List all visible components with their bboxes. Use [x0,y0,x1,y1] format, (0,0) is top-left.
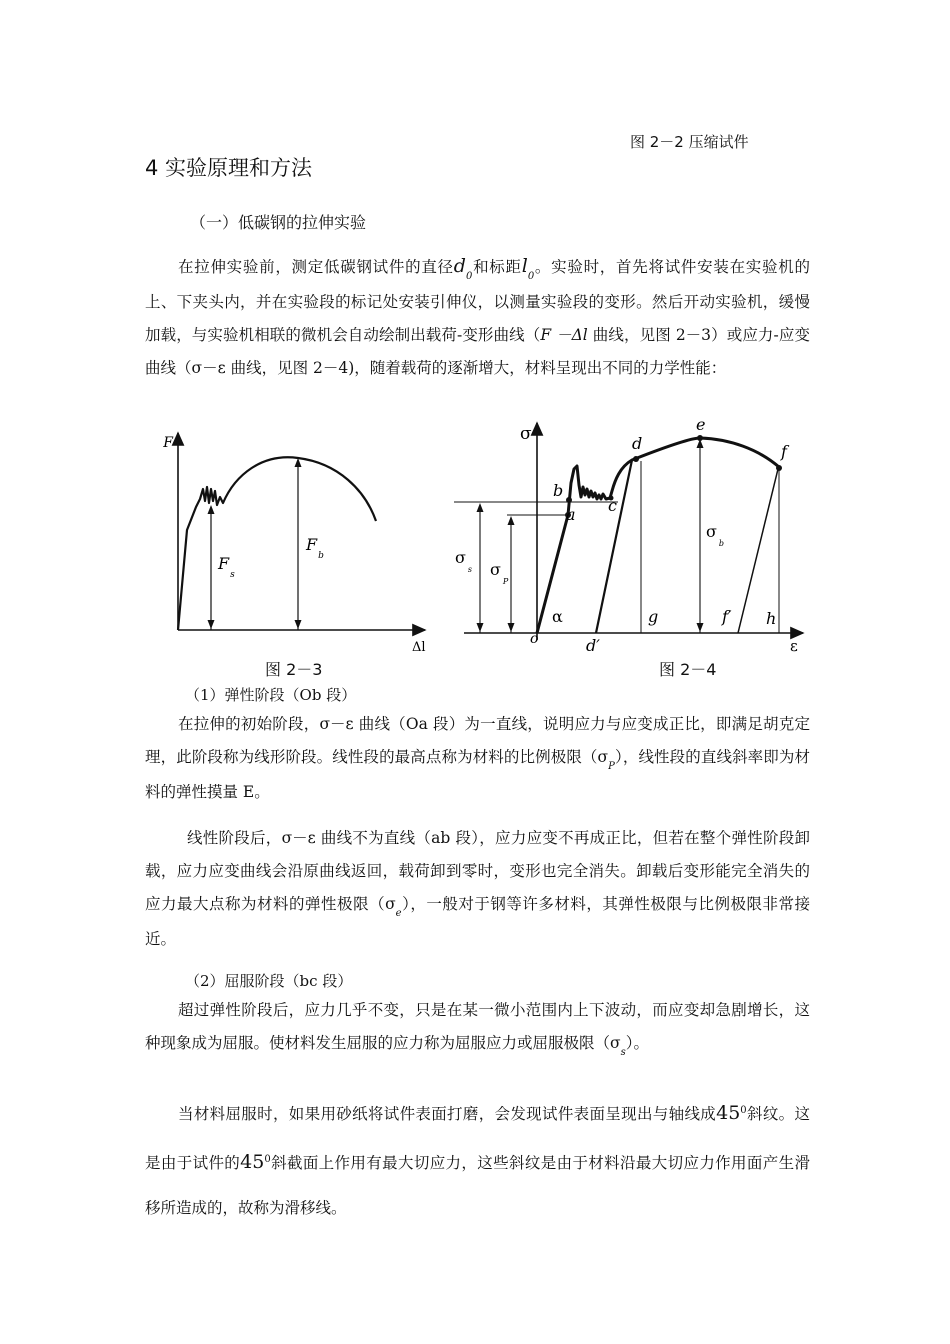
d0-subscript: 0 [465,271,473,282]
elastic-p1-text-a: 在拉伸的初始阶段， [178,715,320,733]
sigma-s-arrow-tail [477,623,484,632]
figure-2-4-stress-strain-diagram [450,415,810,660]
epsilon-axis-label: ε [790,637,798,655]
label-o: o [530,631,539,647]
force-extension-curve [178,457,376,630]
l0-symbol: l [521,255,528,277]
sigma-p-arrow-tail [508,623,515,632]
label-alpha: α [552,607,563,626]
degree-mark-1: 0 [740,1105,747,1116]
point-f-marker [776,465,782,471]
elastic-p2-text-c: ），一般对于钢等许多材料，其弹性极限与比例极限非常接近。 [145,895,810,948]
fb-arrow-tail [295,620,302,629]
yield-paragraph-2 [145,1088,810,1231]
sigma-axis-label: σ [520,424,532,444]
elastic-p1-sigma-epsilon: σ－ε [319,715,354,733]
sigma-s-subscript: s [620,1047,626,1058]
elastic-paragraph-1 [145,708,810,809]
degree-mark-2: 0 [264,1154,271,1166]
label-c: c [608,496,617,515]
figure-2-2-caption: 图 2－2 压缩试件 [630,133,749,151]
sigma-e-subscript: e [395,908,402,919]
yield-p2-text-c: 斜截面上作用有最大切应力，这些斜纹是由于材料沿最大切应力作用面产生滑移所造成的，故称为滑移线。 [145,1154,810,1218]
label-b: b [553,481,564,500]
yield-p2-text-a: 当材料屈服时，如果用砂纸将试件表面打磨，会发现试件表面呈现出与轴线成 [178,1105,717,1124]
intro-text-5: 曲线，见图 2－4)，随着载荷的逐渐增大，材料呈现出不同的力学性能： [225,359,727,377]
label-f-prime: f′ [722,607,732,626]
point-b-marker [566,497,572,503]
elastic-p1-text-b: 曲线（Oa 段）为一直线，说明应力与应变成正比，即满足胡克定理，此阶段称为线形阶段。线性段的最高点称为材料的比例极限（ [145,715,810,766]
label-f: f [781,442,787,461]
fs-label: $F_s$ [218,554,235,580]
label-d-prime: d′ [586,636,600,655]
f-deltal-symbol: F －Δl [540,326,588,344]
delta-l-axis-label: Δl [412,640,426,655]
section-title: 4 实验原理和方法 [145,156,313,180]
sigma-b-arrow-tail [697,623,704,632]
sigma-p-subscript: P [608,761,615,772]
yield-p1-text-c: ）。 [625,1034,650,1052]
yield-paragraph-1 [145,994,810,1062]
sigma-s-symbol: σ [610,1034,621,1052]
label-g: g [648,607,659,626]
yield-p2-text-b: 斜纹。这是由于试件的 [145,1105,810,1173]
elastic-p2-text-a: 线性阶段后， [187,829,282,847]
elastic-p2-text-b: 曲线不为直线（ab 段），应力应变不再成正比，但若在整个弹性阶段卸载，应力应变曲线会沿原曲线返回，载荷卸到零时，变形也完全消失。卸载后变形能完全消失的应力最大点称为材料的弹性极限（ [145,829,810,913]
sigma-e-symbol: σ [385,895,396,913]
sigma-s-arrow-head [477,503,484,512]
sigma-b-label: $\sigma_b$ [706,522,725,548]
fs-arrow-head [208,505,215,514]
f-axis-label: F [163,435,173,451]
elastic-paragraph-2 [145,822,810,956]
intro-text-4: 曲线，见图 2－3）或应力-应变曲线（ [145,326,810,377]
subsection-title: （一）低碳钢的拉伸实验 [190,213,367,232]
intro-text-2: 和标距 [472,258,522,276]
sigma-p-label: $\sigma_P$ [490,560,509,586]
fb-label: $F_b$ [306,535,324,561]
point-d-marker [633,456,639,462]
intro-text-1: 在拉伸实验前，测定低碳钢试件的直径 [178,258,454,276]
angle-45-value-1: 45 [716,1102,741,1125]
intro-text-3: 。实验时，首先将试件安装在实验机的上、下夹头内，并在实验段的标记处安装引伸仪，以测量实验段的变形。然后开动实验机，缓慢加载，与实验机相联的微机会自动绘制出载荷-变形曲线（ [145,258,810,344]
fs-arrow-tail [208,620,215,629]
sigma-s-label: $\sigma_s$ [455,548,473,574]
label-d: d [632,434,643,453]
elastic-p2-sigma-epsilon: σ－ε [281,829,316,847]
elastic-p1-text-c: ），线性段的直线斜率即为材料的弹性摸量 E。 [145,748,810,801]
yield-p1-text-a: 超过弹性阶段后，应力几乎不变，只是在某一微小范围内上下波动，而应变却急剧增长，这种现象成为屈服。使材料发生屈服的应力称为屈服应力或屈服极限（ [145,1001,810,1052]
stress-strain-curve [537,438,779,633]
figure-2-4-caption: 图 2－4 [659,660,717,679]
label-e: e [696,415,706,434]
sigma-p-symbol: σ [597,748,609,766]
intro-paragraph [145,250,810,385]
elastic-stage-heading: （1）弹性阶段（Ob 段） [185,686,357,704]
angle-45-value-2: 45 [240,1151,265,1174]
label-a: a [566,505,576,524]
sigma-p-arrow-head [508,516,515,525]
sigma-epsilon-symbol: σ－ε [191,359,226,377]
label-h: h [766,609,777,628]
figure-2-3-force-extension-diagram [150,425,440,665]
point-e-marker [697,435,703,441]
d0-symbol: d [453,255,466,277]
l0-subscript: 0 [527,271,535,282]
yield-stage-heading: （2）屈服阶段（bc 段） [185,972,353,990]
figure-2-3-caption: 图 2－3 [265,660,323,679]
